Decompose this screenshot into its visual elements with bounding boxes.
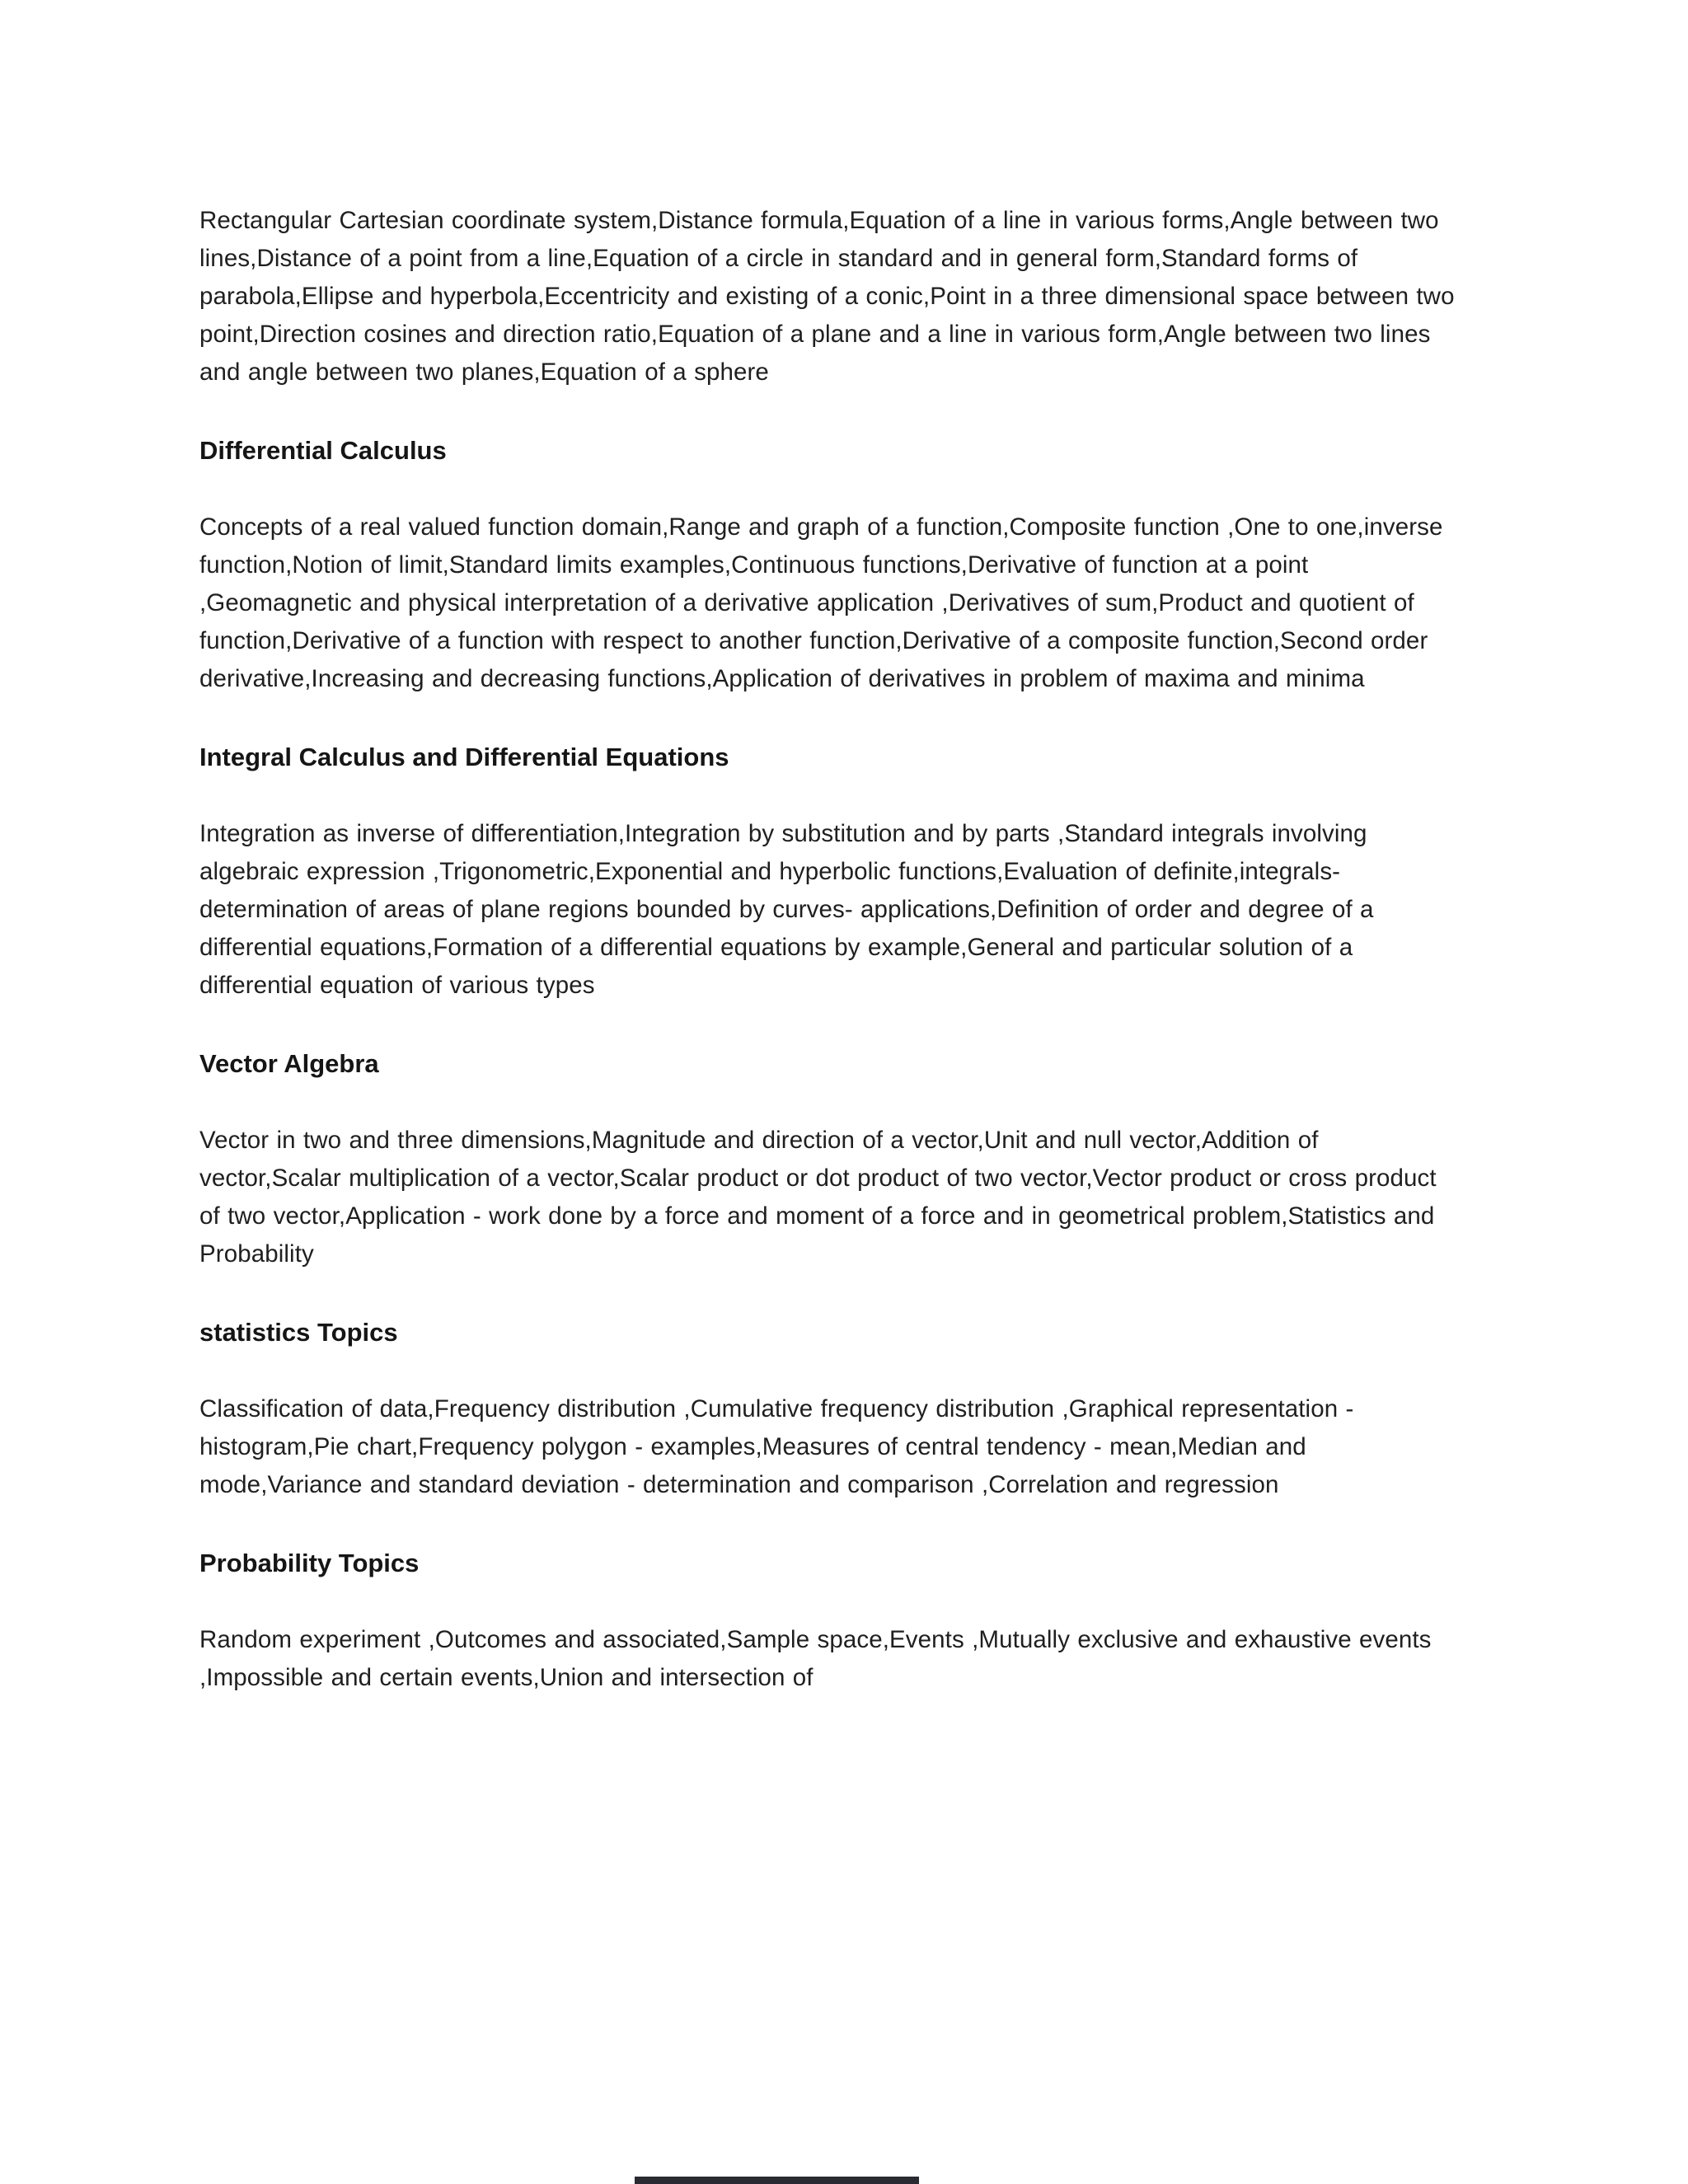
statistics-topics-paragraph: Classification of data,Frequency distribution ,Cumulative frequency distribution ,Graphical representation - histogram,Pie chart,Frequency polygon - examples,Measures of central tendency - mean,Median and mode,Variance and standard deviation - determination and comparison ,Correlation and regression — [199, 1395, 1354, 1498]
coordinate-geometry-paragraph: Rectangular Cartesian coordinate system,Distance formula,Equation of a line in various forms,Angle between two lines,Distance of a point from a line,Equation of a circle in standard and in general form,Standard forms of parabola,Ellipse and hyperbola,Eccentricity and existing of a conic,Point in a three dimensional space between two point,Direction cosines and direction ratio,Equation of a plane and a line in various form,Angle between two lines and angle between two planes,Equation of a sphere — [199, 207, 1455, 386]
section-heading-probability-topics: Probability Topics — [199, 1549, 420, 1577]
vector-algebra-paragraph: Vector in two and three dimensions,Magnitude and direction of a vector,Unit and null vector,Addition of vector,Scalar multiplication of a vector,Scalar product or dot product of two vector,Vector product or cross product of two vector,Application - work done by a force and moment of a force and in geometrical problem,Statistics and Probability — [199, 1127, 1437, 1268]
section-heading-vector-algebra: Vector Algebra — [199, 1049, 379, 1078]
section-heading-statistics-topics: statistics Topics — [199, 1318, 398, 1347]
probability-topics-paragraph: Random experiment ,Outcomes and associated,Sample space,Events ,Mutually exclusive and exhaustive events ,Impossible and certain events,Union and intersection of — [199, 1626, 1432, 1691]
integral-calculus-paragraph: Integration as inverse of differentiation,Integration by substitution and by parts ,Standard integrals involving algebraic expression ,Trigonometric,Exponential and hyperbolic functions,Evaluation of definite,integrals-determination of areas of plane regions bounded by curves- applications,Definition of order and degree of a differential equations,Formation of a differential equations by example,General and particular solution of a differential equation of various types — [199, 820, 1374, 999]
differential-calculus-paragraph: Concepts of a real valued function domain,Range and graph of a function,Composite function ,One to one,inverse function,Notion of limit,Standard limits examples,Continuous functions,Derivative of function at a point ,Geomagnetic and physical interpretation of a derivative application ,Derivatives of sum,Product and quotient of function,Derivative of a function with respect to another function,Derivative of a composite function,Second order derivative,Increasing and decreasing functions,Application of derivatives in problem of maxima and minima — [199, 513, 1443, 692]
section-heading-integral-calculus: Integral Calculus and Differential Equations — [199, 743, 729, 771]
section-heading-differential-calculus: Differential Calculus — [199, 436, 447, 465]
document-body — [199, 202, 1461, 1697]
page-bottom-artifact — [635, 2177, 919, 2184]
